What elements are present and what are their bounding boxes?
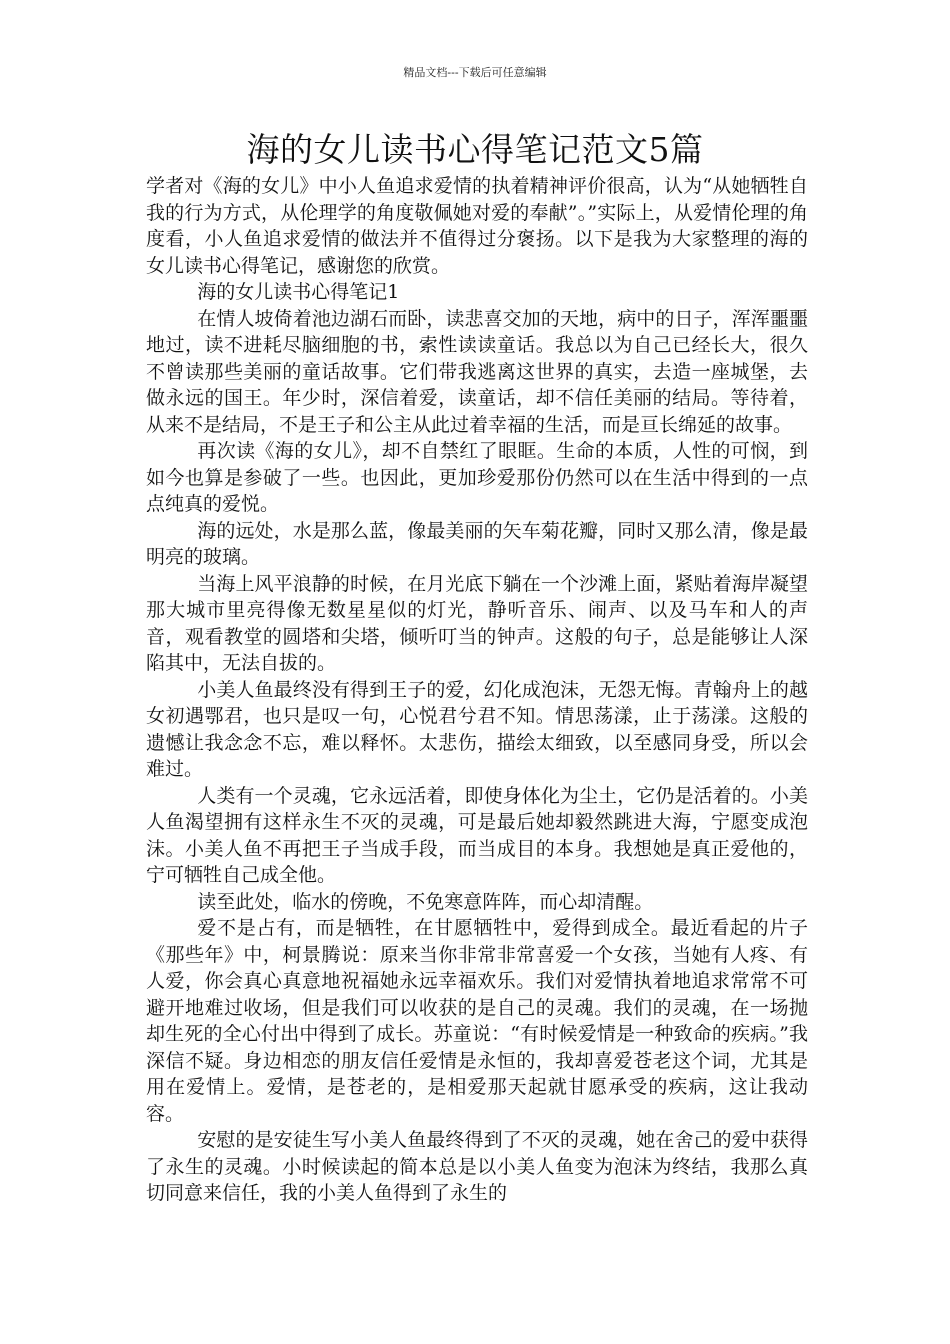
- body-paragraph: 小美人鱼最终没有得到王子的爱，幻化成泡沫，无怨无悔。青翰舟上的越女初遇鄂君，也只是叹一句，心悦君兮君不知。情思荡漾，止于荡漾。这般的遗憾让我念念不忘，难以释怀。太悲伤，描绘太细致，以至感同身受，所以会难过。: [146, 678, 808, 780]
- body-paragraph: 再次读《海的女儿》，却不自禁红了眼眶。生命的本质，人性的可悯，到如今也算是参破了一些。也因此，更加珍爱那份仍然可以在生活中得到的一点点纯真的爱悦。: [146, 440, 808, 515]
- body-paragraph: 安慰的是安徒生写小美人鱼最终得到了不灭的灵魂，她在舍己的爱中获得了永生的灵魂。小时候读起的简本总是以小美人鱼变为泡沫为终结，我那么真切同意来信任，我的小美人鱼得到了永生的: [146, 1129, 808, 1204]
- header-note: 精品文档---下载后可任意编辑: [403, 66, 547, 79]
- document-body: [146, 173, 808, 1207]
- intro-paragraph: 学者对《海的女儿》中小人鱼追求爱情的执着精神评价很高，认为“从她牺牲自我的行为方式，从伦理学的角度敬佩她对爱的奉献”。”实际上，从爱情伦理的角度看，小人鱼追求爱情的做法并不值得过分褒扬。以下是我为大家整理的海的女儿读书心得笔记，感谢您的欣赏。: [146, 175, 808, 277]
- body-paragraph: 海的远处，水是那么蓝，像最美丽的矢车菊花瓣，同时又那么清，像是最明亮的玻璃。: [146, 519, 808, 568]
- section-heading: 海的女儿读书心得笔记1: [197, 281, 400, 303]
- body-paragraph: 当海上风平浪静的时候，在月光底下躺在一个沙滩上面，紧贴着海岸凝望那大城市里亮得像无数星星似的灯光，静听音乐、闹声、以及马车和人的声音，观看教堂的圆塔和尖塔，倾听叮当的钟声。这般的句子，总是能够让人深陷其中，无法自拔的。: [146, 572, 808, 674]
- document-title: 海的女儿读书心得笔记范文5篇: [246, 130, 704, 169]
- body-paragraph: 爱不是占有，而是牺牲，在甘愿牺牲中，爱得到成全。最近看起的片子《那些年》中，柯景腾说：原来当你非常非常喜爱一个女孩，当她有人疼、有人爱，你会真心真意地祝福她永远幸福欢乐。我们对爱情执着地追求常常不可避开地难过收场，但是我们可以收获的是自己的灵魂。我们的灵魂，在一场抛却生死的全心付出中得到了成长。苏童说：“有时候爱情是一种致命的疾病。”我深信不疑。身边相恋的朋友信任爱情是永恒的，我却喜爱苍老这个词，尤其是用在爱情上。爱情，是苍老的，是相爱那天起就甘愿承受的疾病，这让我动容。: [146, 917, 808, 1125]
- body-paragraph: 读至此处，临水的傍晚，不免寒意阵阵，而心却清醒。: [197, 890, 654, 913]
- body-paragraph: 人类有一个灵魂，它永远活着，即使身体化为尘土，它仍是活着的。小美人鱼渴望拥有这样永生不灭的灵魂，可是最后她却毅然跳进大海，宁愿变成泡沫。小美人鱼不再把王子当成手段，而当成目的本身。我想她是真正爱他的，宁可牺牲自己成全他。: [146, 784, 808, 886]
- body-paragraph: 在情人坡倚着池边湖石而卧，读悲喜交加的天地，病中的日子，浑浑噩噩地过，读不进耗尽脑细胞的书，索性读读童话。我总以为自己已经长大，很久不曾读那些美丽的童话故事。它们带我逃离这世界的真实，去造一座城堡，去做永远的国王。年少时，深信着爱，读童话，却不信任美丽的结局。等待着，从来不是结局，不是王子和公主从此过着幸福的生活，而是亘长绵延的故事。: [146, 307, 808, 436]
